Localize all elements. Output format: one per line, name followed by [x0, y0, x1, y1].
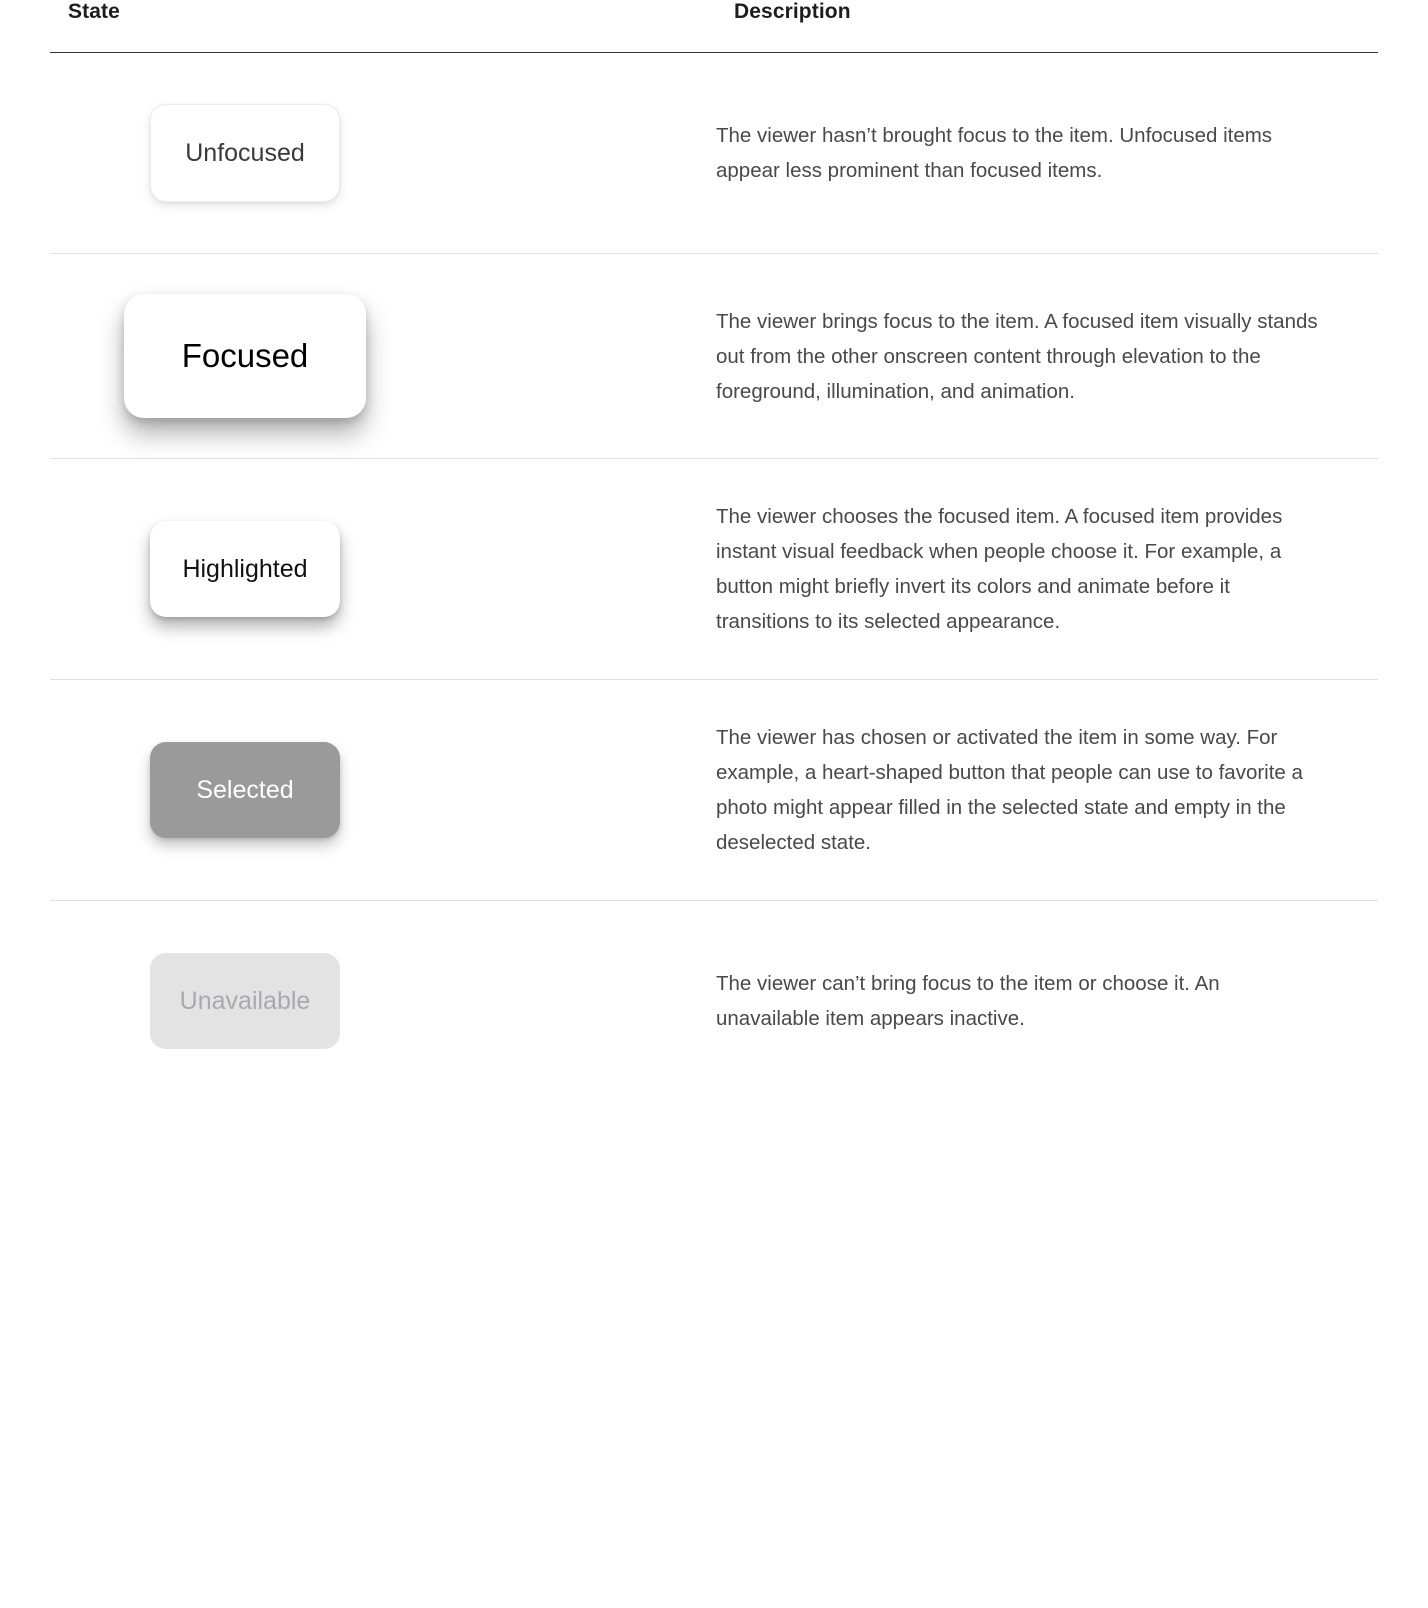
state-chip-highlighted[interactable]: Highlighted: [150, 521, 340, 617]
state-cell: [50, 459, 716, 680]
chip-container: [50, 93, 716, 213]
chip-container: [50, 730, 716, 850]
state-cell: [50, 680, 716, 901]
state-cell: [50, 901, 716, 1102]
description-cell: [716, 53, 1378, 254]
table-row: [50, 901, 1378, 1102]
table-row: [50, 680, 1378, 901]
column-header-state: State: [68, 0, 120, 23]
chip-container: [50, 509, 716, 629]
table-row: [50, 254, 1378, 459]
description-cell: [716, 680, 1378, 901]
state-cell: [50, 254, 716, 459]
state-description: The viewer brings focus to the item. A focused item visually stands out from the other onscreen content through elevation to the foreground, illumination, and animation.: [716, 309, 1318, 403]
description-cell: [716, 254, 1378, 459]
state-chip-unfocused[interactable]: Unfocused: [150, 104, 340, 202]
state-cell: [50, 53, 716, 254]
state-chip-unavailable: Unavailable: [150, 953, 340, 1049]
state-chip-focused[interactable]: Focused: [124, 294, 366, 418]
chip-container: [50, 941, 716, 1061]
table-row: [50, 53, 1378, 254]
state-chip-selected[interactable]: Selected: [150, 742, 340, 838]
state-description: The viewer can’t bring focus to the item or choose it. An unavailable item appears inactive.: [716, 972, 1220, 1030]
description-cell: [716, 459, 1378, 680]
table-header-row: [50, 0, 1378, 53]
chip-container: [50, 294, 716, 418]
state-description: The viewer chooses the focused item. A focused item provides instant visual feedback when people choose it. For example, a button might briefly invert its colors and animate before it transitions to its selected appearance.: [716, 505, 1283, 633]
description-cell: [716, 901, 1378, 1102]
focus-states-table: [50, 0, 1378, 1101]
table-row: [50, 459, 1378, 680]
column-header-description: Description: [734, 0, 851, 23]
state-description: The viewer hasn’t brought focus to the item. Unfocused items appear less prominent than focused items.: [716, 124, 1273, 182]
table-body: [50, 53, 1378, 1102]
state-description: The viewer has chosen or activated the item in some way. For example, a heart-shaped button that people can use to favorite a photo might appear filled in the selected state and empty in the deselected state.: [716, 726, 1303, 854]
table-header: [50, 0, 1378, 53]
